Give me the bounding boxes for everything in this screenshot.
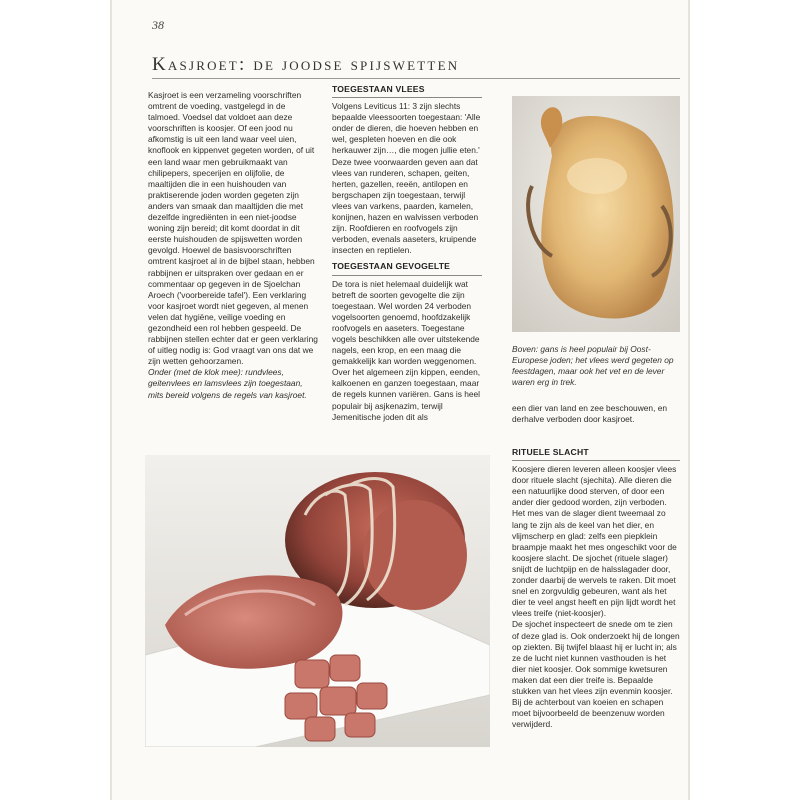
intro-column — [148, 90, 318, 401]
intro-text: Kasjroet is een verzameling voorschriften omtrent de voeding, vastgelegd in de talmoed. Voedsel dat voldoet aan deze voorschriften is koosjer. Of een jood nu afkomstig is uit een land waar veel uien, knoflook en kippenvet gegeten worden, of uit een land waar men gebruikmaakt van chilipepers, specerijen en olijfolie, de maaltijden die in een huishouden van praktiserende joden worden gegeten zijn anders van smaak dan maaltijden die met dezelfde ingrediënten in een niet-joodse woning zijn bereid; dit komt doordat in dit eerste huishouden de spijswetten worden gevolgd. Hoewel de basisvoorschriften omtrent kasjroet al in de bijbel staan, hebben rabbijnen er uitspraken over gedaan en er commentaar op gegeven in de Sjoelchan Aroech ('voorbereide tafel'). Een verklaring voor kasjroet wordt niet gegeven, al menen velen dat hygiëne, veilige voeding en gezondheid een rol hebben gespeeld. De rabbijnen stellen echter dat er geen verklaring of uitleg nodig is: God vraagt van ons dat we zijn wetten gehoorzamen. — [148, 90, 318, 367]
title-rule — [152, 78, 680, 79]
meat-photo — [145, 455, 490, 747]
slaughter-text-2: De sjochet inspecteert de snede om te zien of deze glad is. Ook onderzoekt hij de longen op ziekten. Bij twijfel blaast hij er lucht in; als ze de lucht niet kunnen vasthouden is het dier niet koosjer. Ook sommige kwetsuren maken dat een dier treife is. Bepaalde stukken van het vlees zijn evenmin koosjer. Bij de achterbout van koeien en schapen moet bijvoorbeeld de beenzenuw worden verwijderd. — [512, 619, 680, 730]
section-heading-meat: TOEGESTAAN VLEES — [332, 84, 482, 98]
rules-column — [332, 84, 482, 423]
slaughter-text: Koosjere dieren leveren alleen koosjer vlees door rituele slacht (sjechita). Alle dieren die een natuurlijke dood sterven, of door een ander dier gedood worden, zijn verboden. Het mes van de slager dient tweemaal zo lang te zijn als de keel van het dier, en vlijmscherp en glad: zelfs een piepklein braampje maakt het mes ongeschikt voor de koosjere slacht. De sjochet (rituele slager) snijdt de luchtpijp en de halsslagader door, zonder daarbij de wervels te raken. Dit moet snel en zorgvuldig gebeuren, want als het dier te veel angst heeft en pijn lijdt wordt het vlees treife (niet-koosjer). — [512, 464, 677, 619]
page-number: 38 — [152, 18, 164, 32]
poultry-text: De tora is niet helemaal duidelijk wat betreft de soorten gevogelte die zijn toegestaan. Wel worden 24 verboden vogelsoorten genoemd, hoofdzakelijk roofvogels en aaseters. Toegestane vogels beschikken alle over uitstekende nagels, een krop, en een maag die gemakkelijk kan worden weggenomen. Over het algemeen zijn kippen, eenden, kalkoenen en ganzen toegestaan, maar de regels kunnen variëren. Gans is heel populair bij asjkenazim, terwijl Jemenitische joden dit als — [332, 278, 481, 422]
section-heading-slaughter: RITUELE SLACHT — [512, 447, 680, 461]
poultry-continuation: een dier van land en zee beschouwen, en derhalve verboden door kasjroet. — [512, 403, 668, 425]
slaughter-column — [512, 447, 680, 730]
goose-photo — [512, 96, 680, 332]
page-title: Kasjroet: de joodse spijswetten — [152, 54, 460, 75]
section-heading-poultry: TOEGESTAAN GEVOGELTE — [332, 261, 482, 275]
meat-text: Volgens Leviticus 11: 3 zijn slechts bepaalde vleessoorten toegestaan: 'Alle onder de dieren, die hoeven hebben en wel, gespleten hoeven en die ook herkauwer zijn…, die mogen jullie eten.' Deze twee voorwaarden geven aan dat vlees van runderen, schapen, geiten, herten, gazellen, reeën, antilopen en bergschapen zijn toegestaan, terwijl vlees van varkens, paarden, kamelen, konijnen, hazen en walvissen verboden zijn. Roofdieren en roofvogels zijn verboden, evenals aaseters, kruipende insecten en reptielen. — [332, 101, 481, 256]
goose-photo-caption: Boven: gans is heel populair bij Oost-Europese joden; het vlees werd gegeten op feestdagen, maar ook het vet en de lever waren erg in trek. — [512, 344, 674, 388]
meat-photo-caption: Onder (met de klok mee): rundvlees, geitenvlees en lamsvlees zijn toegestaan, mits bereid volgens de regels van kasjroet. — [148, 367, 307, 400]
